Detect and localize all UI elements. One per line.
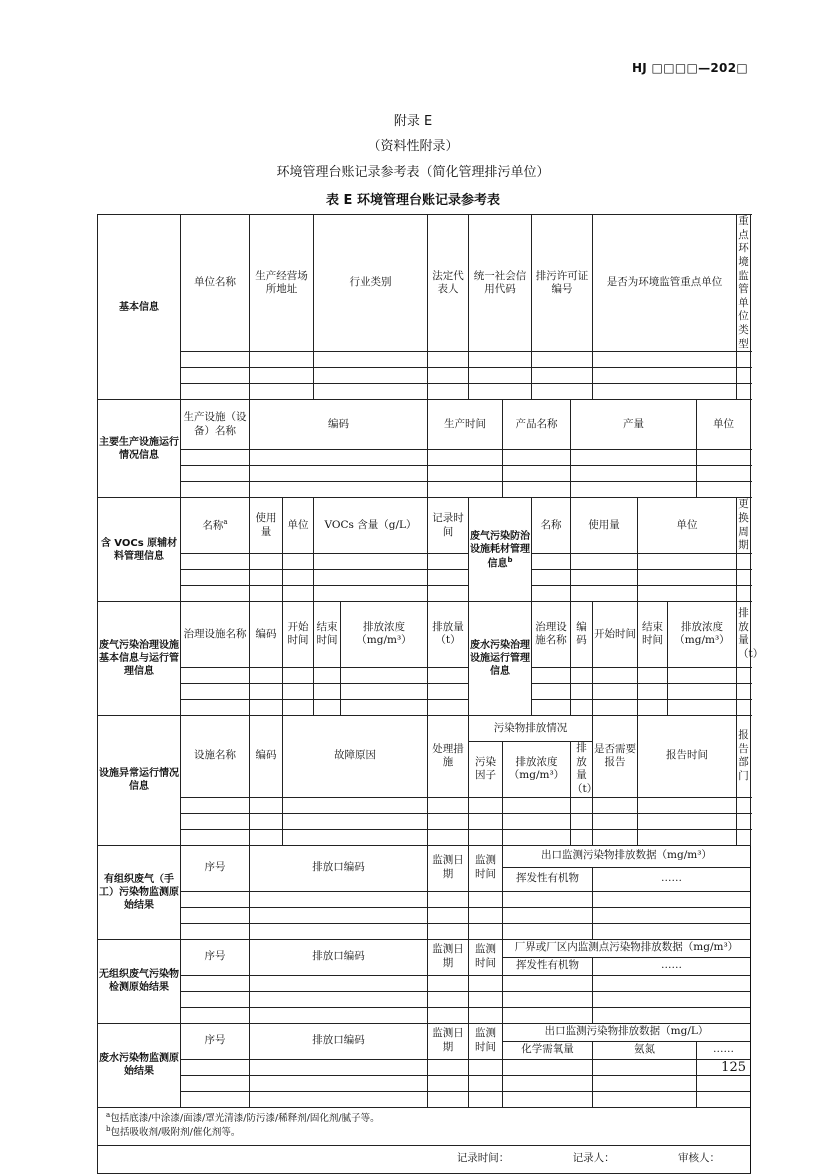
section-basic-info: 基本信息	[98, 215, 181, 400]
recorder-label: 记录人：	[572, 1152, 615, 1165]
subsection-consumables: 废气污染防治设施耗材管理信息$^b$	[469, 498, 532, 602]
col-legal-rep: 法定代表人	[428, 215, 469, 352]
col-gas-start: 开始时间	[283, 601, 314, 667]
section-production-facility: 主要生产设施运行情况信息	[98, 400, 181, 498]
col-abn-emission: 排放量（t）	[571, 741, 593, 797]
col-ww-more: ……	[697, 1041, 751, 1059]
note-a: $^a$包括底漆/中涂漆/面漆/罩光清漆/防污漆/稀释剂/固化剂/腻子等。	[106, 1110, 380, 1124]
col-product-name: 产品名称	[503, 400, 571, 450]
standard-code: HJ □□□□—202□	[631, 61, 748, 75]
col-water-facility-name: 治理设施名称	[532, 601, 571, 667]
col-ww-seq: 序号	[181, 1023, 250, 1059]
col-org-outlet: 排放口编码	[250, 845, 428, 891]
col-fug-more: ……	[593, 957, 751, 975]
col-fug-time: 监测时间	[469, 939, 503, 975]
col-gas-code: 编码	[250, 601, 283, 667]
col-ww-cod: 化学需氧量	[503, 1041, 593, 1059]
col-production-time: 生产时间	[428, 400, 503, 450]
col-record-time: 记录时间	[428, 498, 469, 554]
col-consumable-unit: 单位	[638, 498, 737, 554]
col-gas-end: 结束时间	[314, 601, 341, 667]
col-fault-cause: 故障原因	[283, 715, 428, 797]
subsection-water-treatment: 废水污染治理设施运行管理信息	[469, 601, 532, 715]
col-org-time: 监测时间	[469, 845, 503, 891]
col-water-code: 编码	[571, 601, 593, 667]
col-ww-outlet: 排放口编码	[250, 1023, 428, 1059]
col-unit-name: 单位名称	[181, 215, 250, 352]
page-number: 125	[721, 1060, 746, 1075]
col-key-unit: 是否为环境监管重点单位	[593, 215, 737, 352]
col-output: 产量	[571, 400, 697, 450]
ledger-table	[97, 214, 764, 1174]
col-abn-code: 编码	[250, 715, 283, 797]
section-gas-treatment: 废气污染治理设施基本信息与运行管理信息	[98, 601, 181, 715]
col-consumable-usage: 使用量	[571, 498, 638, 554]
col-unit: 单位	[283, 498, 314, 554]
col-emission-status: 污染物排放情况	[469, 715, 593, 741]
col-fug-outlet: 排放口编码	[250, 939, 428, 975]
col-water-emission: 排放量（t）	[737, 601, 751, 667]
col-water-concentration: 排放浓度（mg/m³）	[668, 601, 737, 667]
col-replace-cycle: 更换周期	[737, 498, 751, 554]
col-measures: 处理措施	[428, 715, 469, 797]
section-organized-gas: 有组织废气（手工）污染物监测原始结果	[98, 845, 181, 939]
col-org-date: 监测日期	[428, 845, 469, 891]
col-usage: 使用量	[250, 498, 283, 554]
col-permit-no: 排污许可证编号	[532, 215, 593, 352]
appendix-label: 附录 E	[393, 114, 433, 129]
section-abnormal-operation: 设施异常运行情况信息	[98, 715, 181, 845]
record-time-label: 记录时间：	[456, 1152, 510, 1165]
section-wastewater: 废水污染物监测原始结果	[98, 1023, 181, 1107]
col-material-name: 名称$^a$	[181, 498, 250, 554]
section-vocs-materials: 含 VOCs 原辅材料管理信息	[98, 498, 181, 602]
col-output-unit: 单位	[697, 400, 751, 450]
col-credit-code: 统一社会信用代码	[469, 215, 532, 352]
appendix-title: 环境管理台账记录参考表（简化管理排污单位）	[276, 165, 550, 180]
col-vocs-content: VOCs 含量（g/L）	[314, 498, 428, 554]
table-notes	[98, 1107, 751, 1145]
col-fug-seq: 序号	[181, 939, 250, 975]
col-water-end: 结束时间	[638, 601, 668, 667]
col-org-data: 出口监测污染物排放数据（mg/m³）	[503, 845, 751, 867]
col-pollutant: 污染因子	[469, 741, 503, 797]
col-facility-code: 编码	[250, 400, 428, 450]
col-org-seq: 序号	[181, 845, 250, 891]
col-ww-nh3n: 氨氮	[593, 1041, 697, 1059]
col-org-more: ……	[593, 867, 751, 891]
col-site-address: 生产经营场所地址	[250, 215, 314, 352]
col-gas-concentration: 排放浓度（mg/m³）	[341, 601, 428, 667]
col-consumable-name: 名称	[532, 498, 571, 554]
col-ww-time: 监测时间	[469, 1023, 503, 1059]
col-water-start: 开始时间	[593, 601, 638, 667]
col-ww-date: 监测日期	[428, 1023, 469, 1059]
col-abn-concentration: 排放浓度（mg/m³）	[503, 741, 571, 797]
col-facility-name: 生产设施（设备）名称	[181, 400, 250, 450]
signature-row	[98, 1145, 751, 1173]
col-gas-facility-name: 治理设施名称	[181, 601, 250, 667]
col-report-dept: 报告部门	[737, 715, 751, 797]
col-gas-emission: 排放量（t）	[428, 601, 469, 667]
section-fugitive-gas: 无组织废气污染物检测原始结果	[98, 939, 181, 1023]
appendix-nature: （资料性附录）	[367, 139, 459, 154]
table-title: 表 E 环境管理台账记录参考表	[326, 193, 500, 208]
col-abn-facility-name: 设施名称	[181, 715, 250, 797]
col-fug-vocs: 挥发性有机物	[503, 957, 593, 975]
col-industry: 行业类别	[314, 215, 428, 352]
col-need-report: 是否需要报告	[593, 715, 638, 797]
col-report-time: 报告时间	[638, 715, 737, 797]
col-fug-date: 监测日期	[428, 939, 469, 975]
col-fug-data: 厂界或厂区内监测点污染物排放数据（mg/m³）	[503, 939, 751, 957]
note-b: $^b$包括吸收剂/吸附剂/催化剂等。	[106, 1125, 241, 1139]
col-key-unit-type: 重点环境监管单位类型	[737, 215, 751, 352]
col-org-vocs: 挥发性有机物	[503, 867, 593, 891]
col-ww-data: 出口监测污染物排放数据（mg/L）	[503, 1023, 751, 1041]
reviewer-label: 审核人：	[678, 1152, 720, 1165]
